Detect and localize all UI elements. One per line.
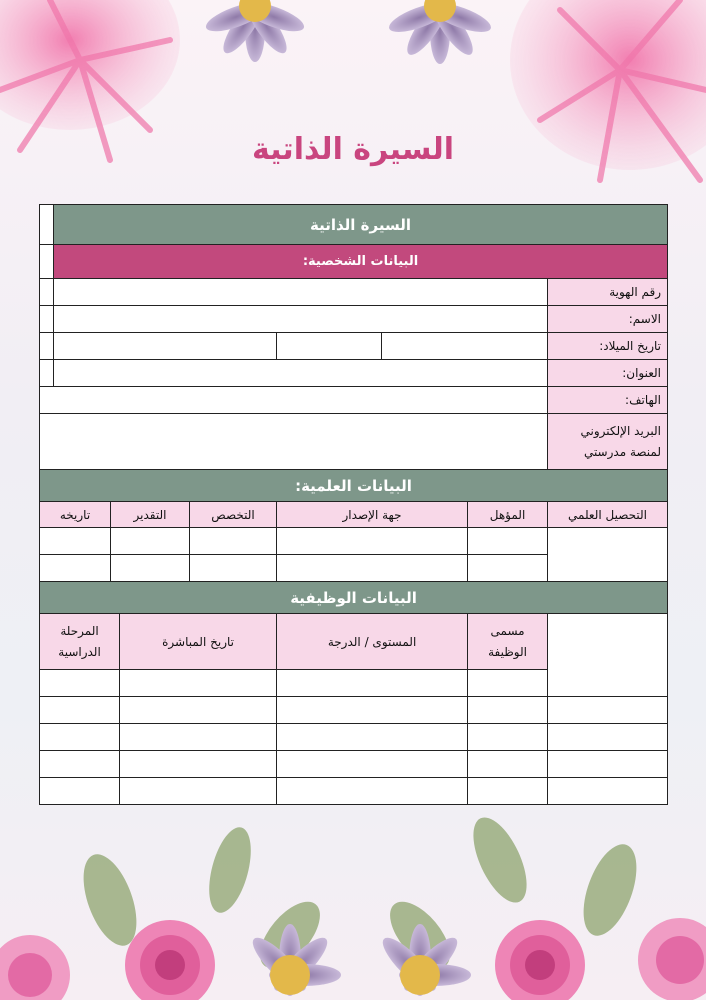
daisy-bottom-left	[246, 924, 341, 998]
label-email-line1: البريد الإلكتروني	[580, 423, 662, 438]
col-specialty: التخصص	[190, 502, 277, 528]
rose-bottom-far-right	[638, 918, 706, 1000]
table-row	[40, 724, 668, 751]
page-title: السيرة الذاتية	[251, 132, 454, 167]
label-email-line2: لمنصة مدرستي	[583, 444, 662, 459]
col-grade: التقدير	[111, 502, 190, 528]
col-level: المستوى / الدرجة	[277, 614, 468, 670]
col-stage-line1: المرحلة	[60, 623, 99, 638]
table-row	[40, 528, 668, 555]
col-qualification: المؤهل	[468, 502, 548, 528]
table-row	[40, 697, 668, 724]
label-id: رقم الهوية	[548, 279, 668, 306]
label-birthdate: تاريخ الميلاد:	[548, 333, 668, 360]
label-email	[548, 414, 668, 470]
cv-form	[39, 204, 667, 805]
col-job-title-line2: الوظيفة	[488, 644, 527, 659]
phone-field[interactable]	[40, 387, 548, 414]
daisy-top-left	[203, 0, 308, 62]
label-phone: الهاتف:	[548, 387, 668, 414]
table-row	[40, 778, 668, 805]
birth-month-field[interactable]	[277, 333, 382, 360]
personal-heading: البيانات الشخصية:	[54, 245, 668, 279]
col-stage	[40, 614, 120, 670]
job-table	[39, 581, 668, 805]
rose-bottom-left	[125, 920, 215, 1000]
id-field[interactable]	[54, 279, 548, 306]
job-heading: البيانات الوظيفية	[40, 582, 668, 614]
col-date: تاريخه	[40, 502, 111, 528]
personal-table	[39, 204, 668, 470]
name-field[interactable]	[54, 306, 548, 333]
academic-heading: البيانات العلمية:	[40, 470, 668, 502]
rose-bottom-far-left	[0, 935, 70, 1000]
table-title: السيرة الذاتية	[54, 205, 668, 245]
birth-day-field[interactable]	[382, 333, 548, 360]
rose-bottom-right	[495, 920, 585, 1000]
label-address: العنوان:	[548, 360, 668, 387]
label-name: الاسم:	[548, 306, 668, 333]
col-stage-line2: الدراسية	[58, 644, 101, 659]
col-job-title	[468, 614, 548, 670]
col-job-title-line1: مسمى	[490, 623, 525, 638]
education-field[interactable]	[548, 528, 668, 582]
daisy-top-right	[386, 0, 494, 64]
academic-table	[39, 469, 668, 582]
job-extra-field[interactable]	[548, 614, 668, 697]
address-field[interactable]	[54, 360, 548, 387]
daisy-bottom-right	[376, 924, 471, 998]
table-row	[40, 751, 668, 778]
col-start-date: تاريخ المباشرة	[120, 614, 277, 670]
email-field[interactable]	[40, 414, 548, 470]
col-education: التحصيل العلمي	[548, 502, 668, 528]
col-issuer: جهة الإصدار	[277, 502, 468, 528]
birth-year-field[interactable]	[54, 333, 277, 360]
